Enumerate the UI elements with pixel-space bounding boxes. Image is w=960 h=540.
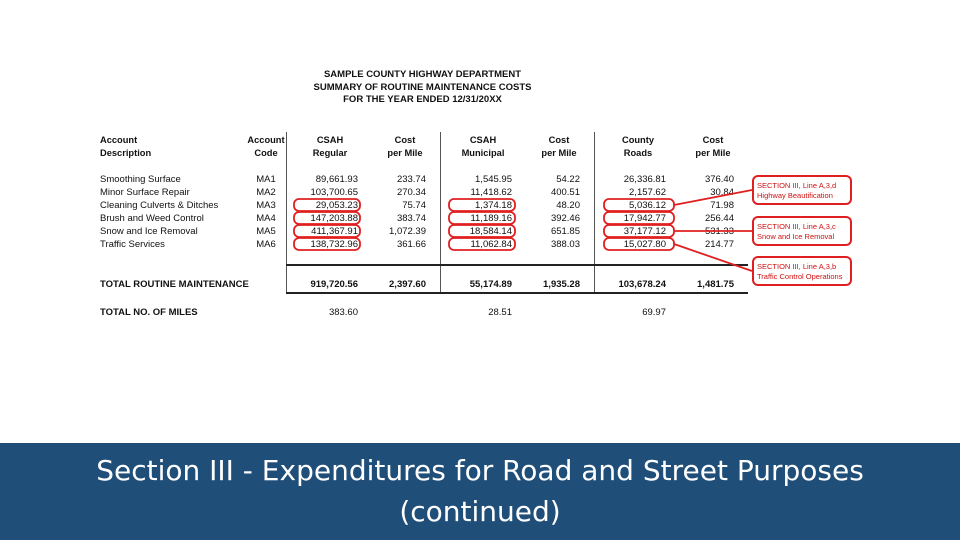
header-line: Account xyxy=(247,135,285,145)
highlight-oval xyxy=(294,212,360,224)
highlight-oval xyxy=(449,199,515,211)
section-title-banner xyxy=(0,443,960,540)
header-line: Regular xyxy=(312,148,348,158)
row-cost-per-mile-municipal: 392.46 xyxy=(550,213,580,224)
report-title-line: SAMPLE COUNTY HIGHWAY DEPARTMENT xyxy=(323,69,522,80)
row-csah-municipal: 11,418.62 xyxy=(470,187,512,198)
row-county-roads: 17,942.77 xyxy=(623,213,666,224)
header-line: Cost xyxy=(702,135,724,145)
total-miles-row-cell: 28.51 xyxy=(488,307,512,318)
row-account-code: MA3 xyxy=(256,200,276,211)
section-title-line2: (continued) xyxy=(399,495,561,528)
header-line: CSAH xyxy=(469,135,497,145)
row-account-code: MA4 xyxy=(256,213,276,224)
header-line: per Mile xyxy=(541,148,577,158)
callout-line: Highway Beautification xyxy=(757,191,833,200)
highlight-oval xyxy=(294,238,360,250)
row-cost-per-mile-municipal: 388.03 xyxy=(550,239,580,250)
callout-line: SECTION III, Line A,3,d xyxy=(757,181,837,190)
highlight-oval xyxy=(604,225,674,237)
callout-line: Traffic Control Operations xyxy=(757,272,843,281)
row-cost-per-mile-county: 376.40 xyxy=(704,174,734,185)
row-description: Smoothing Surface xyxy=(100,174,181,185)
highlight-oval xyxy=(604,199,674,211)
row-cost-per-mile-county: 30.84 xyxy=(710,187,734,198)
row-csah-regular: 29,053.23 xyxy=(315,200,358,211)
highlight-oval xyxy=(449,238,515,250)
highlight-oval xyxy=(449,212,515,224)
total-miles-row-cell: 69.97 xyxy=(642,307,666,318)
highlight-oval xyxy=(604,238,674,250)
row-csah-municipal: 18,584.14 xyxy=(469,226,512,237)
highlight-oval xyxy=(604,212,674,224)
total-routine-maintenance-row-cell: 103,678.24 xyxy=(618,279,666,290)
row-csah-regular: 103,700.65 xyxy=(310,187,358,198)
row-county-roads: 5,036.12 xyxy=(629,200,666,211)
row-account-code: MA6 xyxy=(256,239,276,250)
callout-highway-beautification xyxy=(752,175,852,205)
header-line: Roads xyxy=(623,148,653,158)
total-routine-maintenance-row-cell: TOTAL ROUTINE MAINTENANCE xyxy=(100,279,249,290)
row-county-roads: 2,157.62 xyxy=(629,187,666,198)
total-routine-maintenance-row-cell: 55,174.89 xyxy=(469,279,512,290)
highlight-oval xyxy=(294,225,360,237)
row-account-code: MA5 xyxy=(256,226,276,237)
row-cost-per-mile-municipal: 400.51 xyxy=(550,187,580,198)
report-title-line: SUMMARY OF ROUTINE MAINTENANCE COSTS xyxy=(313,81,532,93)
row-description: Minor Surface Repair xyxy=(100,187,190,198)
row-account-code: MA1 xyxy=(256,174,276,185)
highlight-oval xyxy=(294,199,360,211)
report-title-line: FOR THE YEAR ENDED 12/31/20XX xyxy=(343,94,502,105)
row-county-roads: 15,027.80 xyxy=(623,239,666,250)
header-line: Municipal xyxy=(461,148,505,158)
row-cost-per-mile-municipal: 54.22 xyxy=(556,174,580,185)
row-cost-per-mile-regular: 270.34 xyxy=(396,187,426,198)
row-csah-regular: 89,661.93 xyxy=(315,174,358,185)
total-routine-maintenance-row-cell: 1,935.28 xyxy=(543,279,580,290)
row-cost-per-mile-regular: 1,072.39 xyxy=(389,226,426,237)
callout-snow-ice-removal xyxy=(752,216,852,246)
header-line: Description xyxy=(100,148,152,158)
row-cost-per-mile-county: 531.33 xyxy=(704,226,734,237)
callout-traffic-control xyxy=(752,256,852,286)
row-csah-regular: 411,367.91 xyxy=(311,226,358,237)
total-miles-row-cell: TOTAL NO. OF MILES xyxy=(100,307,198,318)
row-county-roads: 26,336.81 xyxy=(623,174,666,185)
header-line: CSAH xyxy=(316,135,344,145)
row-description: Brush and Weed Control xyxy=(100,213,204,224)
connector-line xyxy=(674,190,752,205)
row-cost-per-mile-county: 71.98 xyxy=(710,200,734,211)
row-cost-per-mile-municipal: 651.85 xyxy=(550,226,580,237)
row-csah-regular: 147,203.88 xyxy=(310,213,358,224)
row-cost-per-mile-regular: 233.74 xyxy=(396,174,426,185)
total-miles-row-cell: 383.60 xyxy=(328,307,358,318)
row-csah-regular: 138,732.96 xyxy=(310,239,358,250)
total-routine-maintenance-row-cell: 2,397.60 xyxy=(389,279,426,290)
header-line: Code xyxy=(254,148,278,158)
row-cost-per-mile-regular: 75.74 xyxy=(402,200,426,211)
row-account-code: MA2 xyxy=(256,187,276,198)
row-cost-per-mile-regular: 383.74 xyxy=(396,213,426,224)
header-line: Cost xyxy=(548,135,570,145)
row-csah-municipal: 11,189.16 xyxy=(470,213,512,224)
header-line: Account xyxy=(100,135,138,145)
callout-line: SECTION III, Line A,3,c xyxy=(757,222,836,231)
row-csah-municipal: 1,545.95 xyxy=(475,174,512,185)
row-cost-per-mile-county: 214.77 xyxy=(704,239,734,250)
header-line: County xyxy=(621,135,655,145)
callout-line: Snow and Ice Removal xyxy=(757,232,835,241)
row-cost-per-mile-regular: 361.66 xyxy=(396,239,426,250)
highlight-oval xyxy=(449,225,515,237)
header-line: per Mile xyxy=(695,148,731,158)
row-cost-per-mile-municipal: 48.20 xyxy=(556,200,580,211)
callout-line: SECTION III, Line A,3,b xyxy=(757,262,837,271)
section-title-line1: Section III - Expenditures for Road and Street Purposes xyxy=(96,454,864,487)
header-line: Cost xyxy=(394,135,416,145)
row-description: Cleaning Culverts & Ditches xyxy=(100,200,219,211)
row-csah-municipal: 11,062.84 xyxy=(470,239,512,250)
connector-line xyxy=(674,244,752,271)
row-csah-municipal: 1,374.18 xyxy=(475,200,512,211)
row-cost-per-mile-county: 256.44 xyxy=(704,213,734,224)
row-description: Snow and Ice Removal xyxy=(100,226,198,237)
row-description: Traffic Services xyxy=(100,239,165,250)
total-routine-maintenance-row-cell: 1,481.75 xyxy=(697,279,734,290)
total-routine-maintenance-row-cell: 919,720.56 xyxy=(310,279,358,290)
header-line: per Mile xyxy=(387,148,423,158)
row-county-roads: 37,177.12 xyxy=(623,226,666,237)
